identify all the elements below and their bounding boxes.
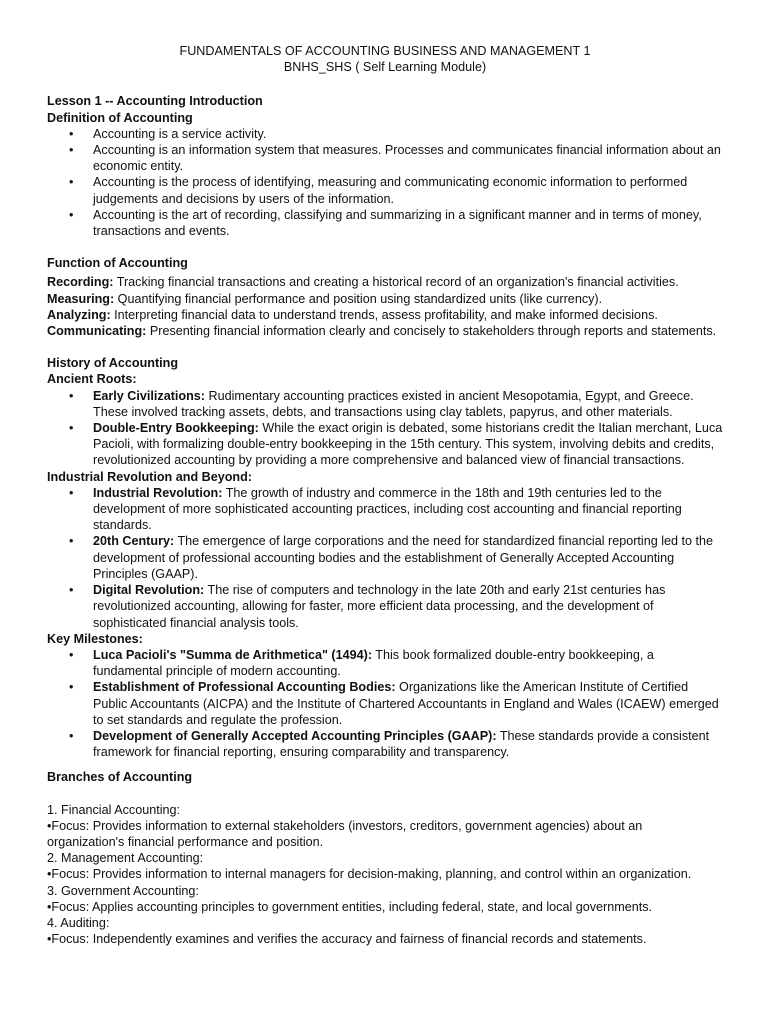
- branches-heading: Branches of Accounting: [47, 770, 193, 785]
- definition-list: [47, 126, 723, 239]
- bullet-icon: •: [69, 583, 74, 598]
- bullet-icon: •: [69, 143, 74, 158]
- branch-name: 1. Financial Accounting:: [47, 802, 181, 817]
- function-item: Recording: Tracking financial transactions and creating a historical record of an organization's financial activities.: [47, 275, 679, 290]
- bullet-icon: •: [69, 126, 74, 141]
- bullet-icon: •: [69, 388, 74, 403]
- branch-focus: •Focus: Independently examines and verifies the accuracy and fairness of financial records and statements.: [47, 932, 647, 947]
- industrial-heading: Industrial Revolution and Beyond:: [47, 469, 253, 484]
- list-item: • 20th Century: The emergence of large corporations and the need for standardized financial reporting led to the development of professional accounting bodies and the establishment of Generally Accepted Accounting Principles (GAAP).: [69, 534, 714, 581]
- document-title: FUNDAMENTALS OF ACCOUNTING BUSINESS AND MANAGEMENT 1: [179, 44, 591, 58]
- function-item: Analyzing: Interpreting financial data to understand trends, assess profitability, and make informed decisions.: [47, 307, 658, 322]
- ancient-list: [47, 388, 723, 469]
- function-heading: Function of Accounting: [47, 256, 188, 271]
- branch-name: 3. Government Accounting:: [47, 883, 199, 898]
- list-item: • Accounting is the art of recording, classifying and summarizing in a significant manner and in terms of money, transactions and events.: [69, 207, 702, 239]
- document-subtitle: BNHS_SHS ( Self Learning Module): [283, 60, 487, 75]
- list-item: • Establishment of Professional Accounting Bodies: Organizations like the American Institute of Certified Public Accountants (AICPA) and the Institute of Chartered Accountants in England and Wales (ICAEW) emerged to set standards and regulate the profession.: [69, 680, 719, 727]
- lesson-title: Lesson 1 -- Accounting Introduction: [47, 94, 263, 109]
- list-item: • Accounting is an information system that measures. Processes and communicates financial information about an economic entity.: [69, 143, 721, 174]
- list-item: • Accounting is the process of identifying, measuring and communicating economic information to performed judgements and decisions by users of the information.: [69, 175, 688, 206]
- list-item: • Double-Entry Bookkeeping: While the exact origin is debated, some historians credit the Italian merchant, Luca Pacioli, with formalizing double-entry bookkeeping in the 15th century. This system, involving debits and credits, revolutionized accounting by providing a more comprehensive and balanced view of financial transactions.: [69, 421, 723, 468]
- bullet-icon: •: [69, 485, 74, 500]
- industrial-list: [47, 485, 723, 631]
- list-item: • Luca Pacioli's "Summa de Arithmetica" (1494): This book formalized double-entry bookkeeping, a fundamental principle of modern accounting.: [69, 647, 654, 679]
- bullet-icon: •: [69, 175, 74, 190]
- list-item: • Development of Generally Accepted Accounting Principles (GAAP): These standards provide a consistent framework for financial reporting, ensuring comparability and transparency.: [69, 728, 710, 760]
- branch-name: 2. Management Accounting:: [47, 851, 204, 866]
- history-heading: History of Accounting: [47, 356, 179, 371]
- milestones-heading: Key Milestones:: [47, 631, 143, 646]
- bullet-icon: •: [69, 680, 74, 695]
- bullet-icon: •: [69, 207, 74, 222]
- branch-focus: •Focus: Provides information to internal managers for decision-making, planning, and control within an organization.: [47, 867, 692, 882]
- list-item: • Industrial Revolution: The growth of industry and commerce in the 18th and 19th centuries led to the development of more sophisticated accounting practices, including cost accounting and financial reporting standards.: [69, 485, 682, 533]
- function-item: Measuring: Quantifying financial performance and position using standardized units (like currency).: [47, 291, 603, 306]
- bullet-icon: •: [69, 534, 74, 549]
- branch-focus: •Focus: Provides information to external stakeholders (investors, creditors, government agencies) about an organization's financial performance and position.: [47, 818, 643, 849]
- branch-name: 4. Auditing:: [47, 915, 110, 930]
- branch-focus: •Focus: Applies accounting principles to government entities, including federal, state, and local governments.: [47, 899, 653, 914]
- function-item: Communicating: Presenting financial information clearly and concisely to stakeholders through reports and statements.: [47, 324, 717, 339]
- milestones-list: [47, 647, 723, 760]
- list-item: • Early Civilizations: Rudimentary accounting practices existed in ancient Mesopotamia, Egypt, and Greece. These involved tracking assets, debts, and transactions using clay tablets, papyrus, and other materials.: [69, 388, 694, 419]
- list-item: • Digital Revolution: The rise of computers and technology in the late 20th and early 21st centuries has revolutionized accounting, allowing for faster, more efficient data processing, and the development of sophisticated financial analysis tools.: [69, 583, 666, 630]
- document-page: [47, 43, 723, 947]
- definition-heading: Definition of Accounting: [47, 110, 193, 125]
- list-item: • Accounting is a service activity.: [69, 126, 267, 141]
- ancient-heading: Ancient Roots:: [47, 372, 137, 387]
- bullet-icon: •: [69, 421, 74, 436]
- bullet-icon: •: [69, 647, 74, 662]
- bullet-icon: •: [69, 728, 74, 743]
